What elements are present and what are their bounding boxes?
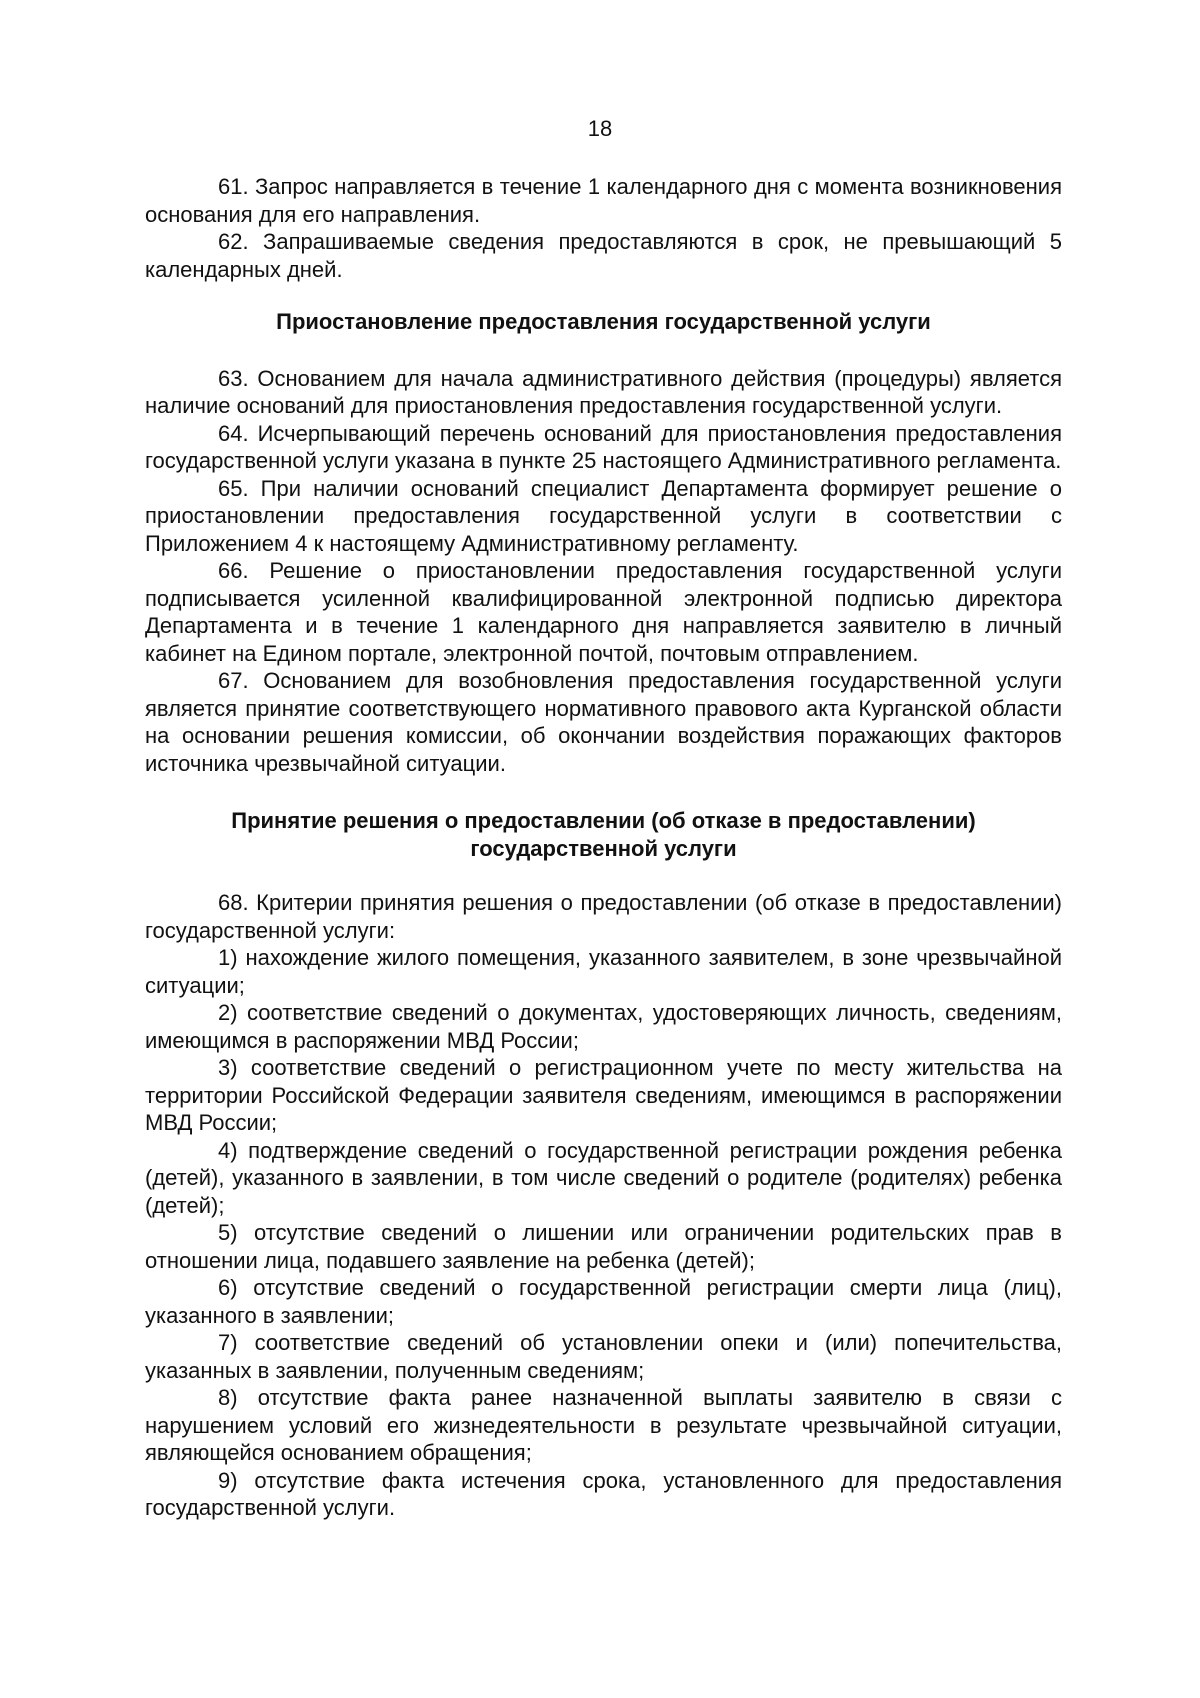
criterion-3: 3) соответствие сведений о регистрационном учете по месту жительства на территории Российской Федерации заявителя сведениям, имеющимся в распоряжении МВД России; [145, 1055, 1062, 1135]
page-number: 18 [587, 116, 613, 141]
criterion-8: 8) отсутствие факта ранее назначенной выплаты заявителю в связи с нарушением условий его жизнедеятельности в результате чрезвычайной ситуации, являющейся основанием обращения; [145, 1385, 1062, 1465]
section-heading-decision-line-2: государственной услуги [470, 835, 737, 861]
criterion-4: 4) подтверждение сведений о государственной регистрации рождения ребенка (детей), указанного в заявлении, в том числе сведений о родителе (родителях) ребенка (детей); [145, 1137, 1062, 1218]
paragraph-68: 68. Критерии принятия решения о предоставлении (об отказе в предоставлении) государственной услуги: [145, 890, 1062, 943]
criterion-6: 6) отсутствие сведений о государственной регистрации смерти лица (лиц), указанного в заявлении; [145, 1275, 1062, 1328]
paragraph-61: 61. Запрос направляется в течение 1 календарного дня с момента возникновения основания для его направления. [145, 174, 1062, 227]
criterion-9: 9) отсутствие факта истечения срока, установленного для предоставления государственной услуги. [145, 1467, 1062, 1520]
section-heading-decision-line-1: Принятие решения о предоставлении (об отказе в предоставлении) [231, 808, 976, 833]
paragraph-63: 63. Основанием для начала административного действия (процедуры) является наличие оснований для приостановления предоставления государственной услуги. [145, 365, 1062, 418]
paragraph-62: 62. Запрашиваемые сведения предоставляются в срок, не превышающий 5 календарных дней. [145, 229, 1062, 282]
criterion-7: 7) соответствие сведений об установлении опеки и (или) попечительства, указанных в заявлении, полученным сведениям; [145, 1330, 1062, 1383]
paragraph-66: 66. Решение о приостановлении предоставления государственной услуги подписывается усиленной квалифицированной электронной подписью директора Департамента и в течение 1 календарного дня направляется заявителю в личный кабинет на Едином портале, электронной почтой, почтовым отправлением. [145, 558, 1062, 666]
criterion-2: 2) соответствие сведений о документах, удостоверяющих личность, сведениям, имеющимся в распоряжении МВД России; [145, 1000, 1062, 1053]
criterion-1: 1) нахождение жилого помещения, указанного заявителем, в зоне чрезвычайной ситуации; [145, 945, 1062, 998]
section-heading-suspension: Приостановление предоставления государственной услуги [276, 309, 931, 334]
section-heading-decision [145, 807, 1062, 862]
paragraph-64: 64. Исчерпывающий перечень оснований для приостановления предоставления государственной услуги указана в пункте 25 настоящего Административного регламента. [145, 420, 1062, 473]
document-body [145, 173, 1062, 1522]
paragraph-67: 67. Основанием для возобновления предоставления государственной услуги является принятие соответствующего нормативного правового акта Курганской области на основании решения комиссии, об окончании воздействия поражающих факторов источника чрезвычайной ситуации. [145, 668, 1062, 776]
criterion-5: 5) отсутствие сведений о лишении или ограничении родительских прав в отношении лица, подавшего заявление на ребенка (детей); [145, 1220, 1062, 1273]
paragraph-65: 65. При наличии оснований специалист Департамента формирует решение о приостановлении предоставления государственной услуги в соответствии с Приложением 4 к настоящему Административному регламенту. [145, 475, 1062, 556]
